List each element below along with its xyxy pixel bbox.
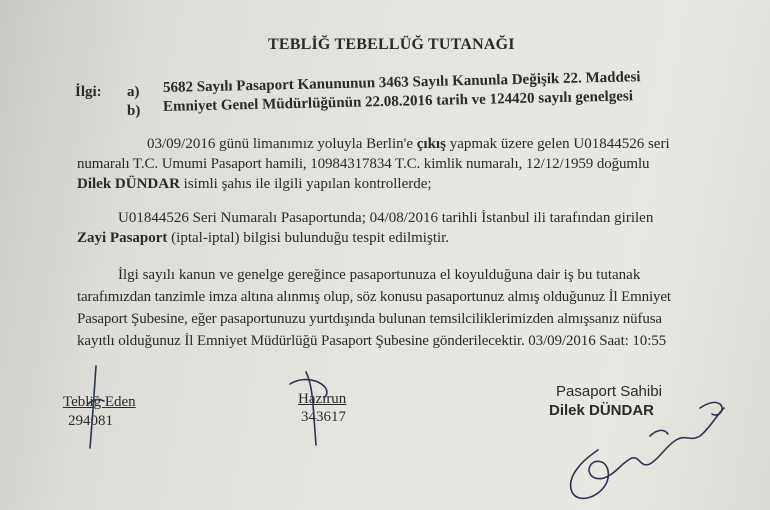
ilgi-item-a-marker: a) (127, 84, 140, 100)
signature-hazirun-mark (306, 372, 316, 445)
signature-value-hazirun: 343617 (301, 409, 346, 425)
paragraph3-line3: Pasaport Şubesine, eğer pasaportunuzu yurtdışında bulunan temsilciliklerimizden almışsanız nüfusa (77, 311, 662, 327)
document-title: TEBLİĞ TEBELLÜĞ TUTANAĞI (268, 36, 515, 53)
paragraph1-line1: 03/09/2016 günü limanımız yoluyla Berlin'e çıkış yapmak üzere gelen U01844526 seri (147, 136, 670, 152)
paragraph1-line2: numaralı T.C. Umumi Pasaport hamili, 10984317834 T.C. kimlik numaralı, 12/12/1959 doğumlu (77, 156, 650, 172)
signature-role-pasaport-sahibi: Pasaport Sahibi (556, 383, 662, 400)
signature-role-teblig-eden: Tebliğ Eden (63, 394, 136, 410)
signature-role-hazirun: Hazırun (298, 391, 347, 407)
signature-value-teblig-eden: 294081 (68, 413, 113, 429)
ilgi-item-b-marker: b) (127, 103, 141, 119)
ilgi-label: İlgi: (75, 84, 102, 100)
paragraph2-line1: U01844526 Seri Numaralı Pasaportunda; 04/08/2016 tarihli İstanbul ili tarafından girilen (118, 210, 654, 226)
ilgi-item-a-text: 5682 Sayılı Pasaport Kanununun 3463 Sayılı Kanunla Değişik 22. Maddesi (162, 69, 641, 96)
signature-value-pasaport-sahibi: Dilek DÜNDAR (549, 402, 655, 419)
signature-teblig-eden-mark (90, 366, 96, 448)
ilgi-item-b-text: Emniyet Genel Müdürlüğünün 22.08.2016 tarih ve 124420 sayılı genelgesi (162, 88, 634, 115)
paragraph3-line4: kayıtlı olduğunuz İl Emniyet Müdürlüğü Pasaport Şubesine gönderilecektir. 03/09/2016 Saat: 10:55 (77, 333, 667, 349)
signature-pasaport-sahibi-mark (571, 408, 724, 498)
paragraph3-line2: tarafımızdan tanzimle imza altına alınmış olup, söz konusu pasaportunuz almış olduğunuz İl Emniyet (77, 289, 671, 305)
paragraph2-line2: Zayi Pasaport (iptal-iptal) bilgisi bulunduğu tespit edilmiştir. (77, 230, 450, 246)
paragraph3-line1: İlgi sayılı kanun ve genelge gereğince pasaportunuza el koyulduğuna dair iş bu tutanak (118, 267, 641, 283)
paragraph1-line3: Dilek DÜNDAR isimli şahıs ile ilgili yapılan kontrollerde; (77, 176, 432, 192)
